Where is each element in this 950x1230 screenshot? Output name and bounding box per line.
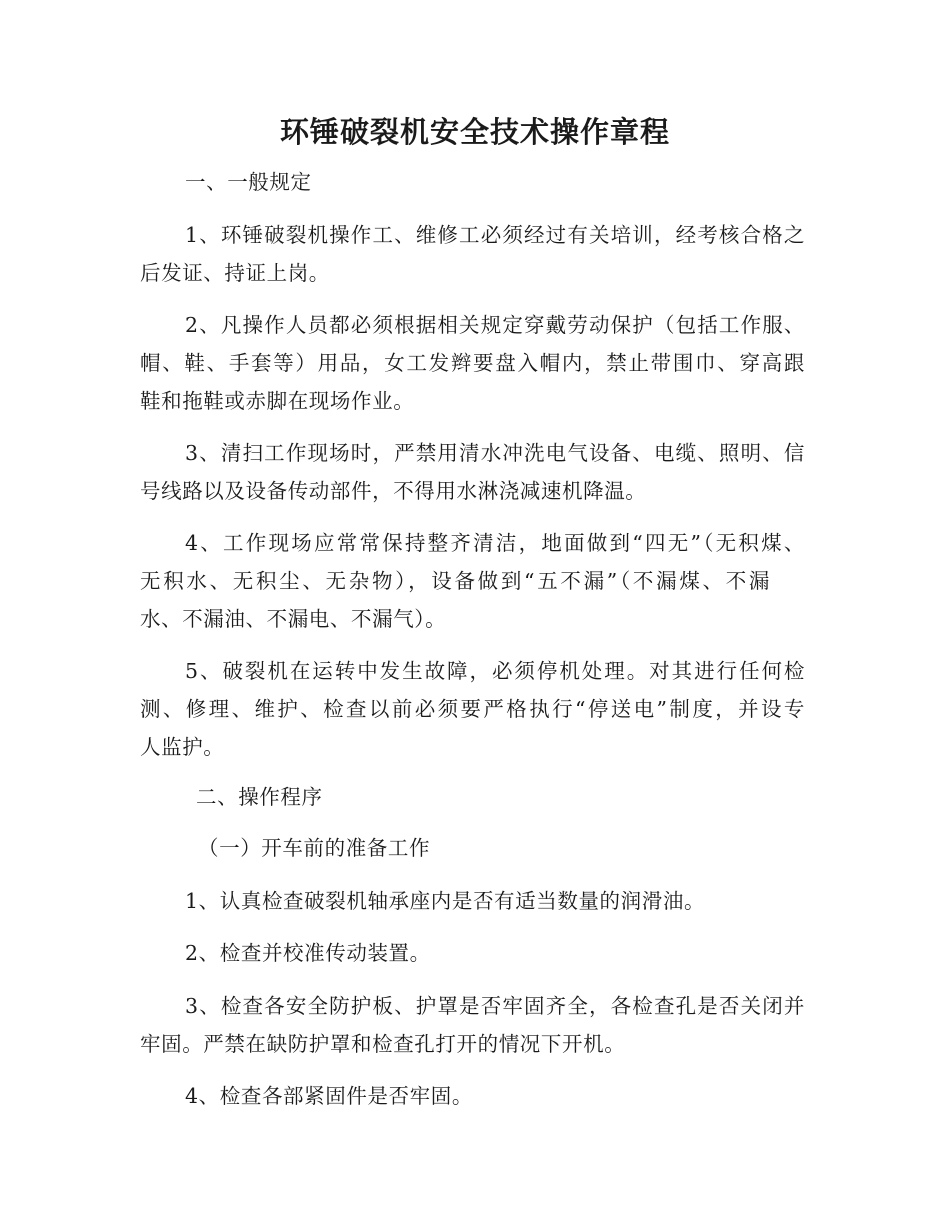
paragraph-3-line-2: 号线路以及设备传动部件，不得用水淋浇减速机降温。 [140,479,647,503]
paragraph-4-line-3: 水、不漏油、不漏电、不漏气）。 [140,607,447,631]
paragraph-9-line-1: 4、检查各部紧固件是否牢固。 [185,1084,473,1108]
paragraph-8-line-2: 牢固。严禁在缺防护罩和检查孔打开的情况下开机。 [140,1032,626,1056]
paragraph-3-line-1: 3、清扫工作现场时，严禁用清水冲洗电气设备、电缆、照明、信 [185,441,805,465]
paragraph-4-line-1: 4、工作现场应常常保持整齐清洁，地面做到“四无”（无积煤、 [185,531,805,555]
paragraph-5-line-3: 人监护。 [140,735,225,759]
paragraph-5-line-1: 5、破裂机在运转中发生故障，必须停机处理。对其进行任何检 [185,659,805,683]
paragraph-8-line-1: 3、检查各安全防护板、护罩是否牢固齐全，各检查孔是否关闭并 [185,994,805,1018]
paragraph-2-line-1: 2、凡操作人员都必须根据相关规定穿戴劳动保护（包括工作服、 [185,313,805,337]
document-title: 环锤破裂机安全技术操作章程 [279,115,670,149]
paragraph-2-line-2: 帽、鞋、手套等）用品，女工发辫要盘入帽内，禁止带围巾、穿高跟 [140,351,805,375]
paragraph-4-line-2: 无积水、无积尘、无杂物），设备做到“五不漏”（不漏煤、不漏 [140,569,770,593]
paragraph-7-line-1: 2、检查并校准传动装置。 [185,941,431,965]
section-heading-general-rules: 一、一般规定 [185,170,312,194]
paragraph-1-line-2: 后发证、持证上岗。 [140,261,330,285]
subsection-heading-preparation: （一）开车前的准备工作 [198,836,431,860]
paragraph-5-line-2: 测、修理、维护、检查以前必须要严格执行“停送电”制度，并设专 [140,697,805,721]
paragraph-2-line-3: 鞋和拖鞋或赤脚在现场作业。 [140,389,415,413]
section-heading-operating-procedure: 二、操作程序 [196,785,323,809]
paragraph-1-line-1: 1、环锤破裂机操作工、维修工必须经过有关培训，经考核合格之 [185,223,805,247]
paragraph-6-line-1: 1、认真检查破裂机轴承座内是否有适当数量的润滑油。 [185,889,706,913]
